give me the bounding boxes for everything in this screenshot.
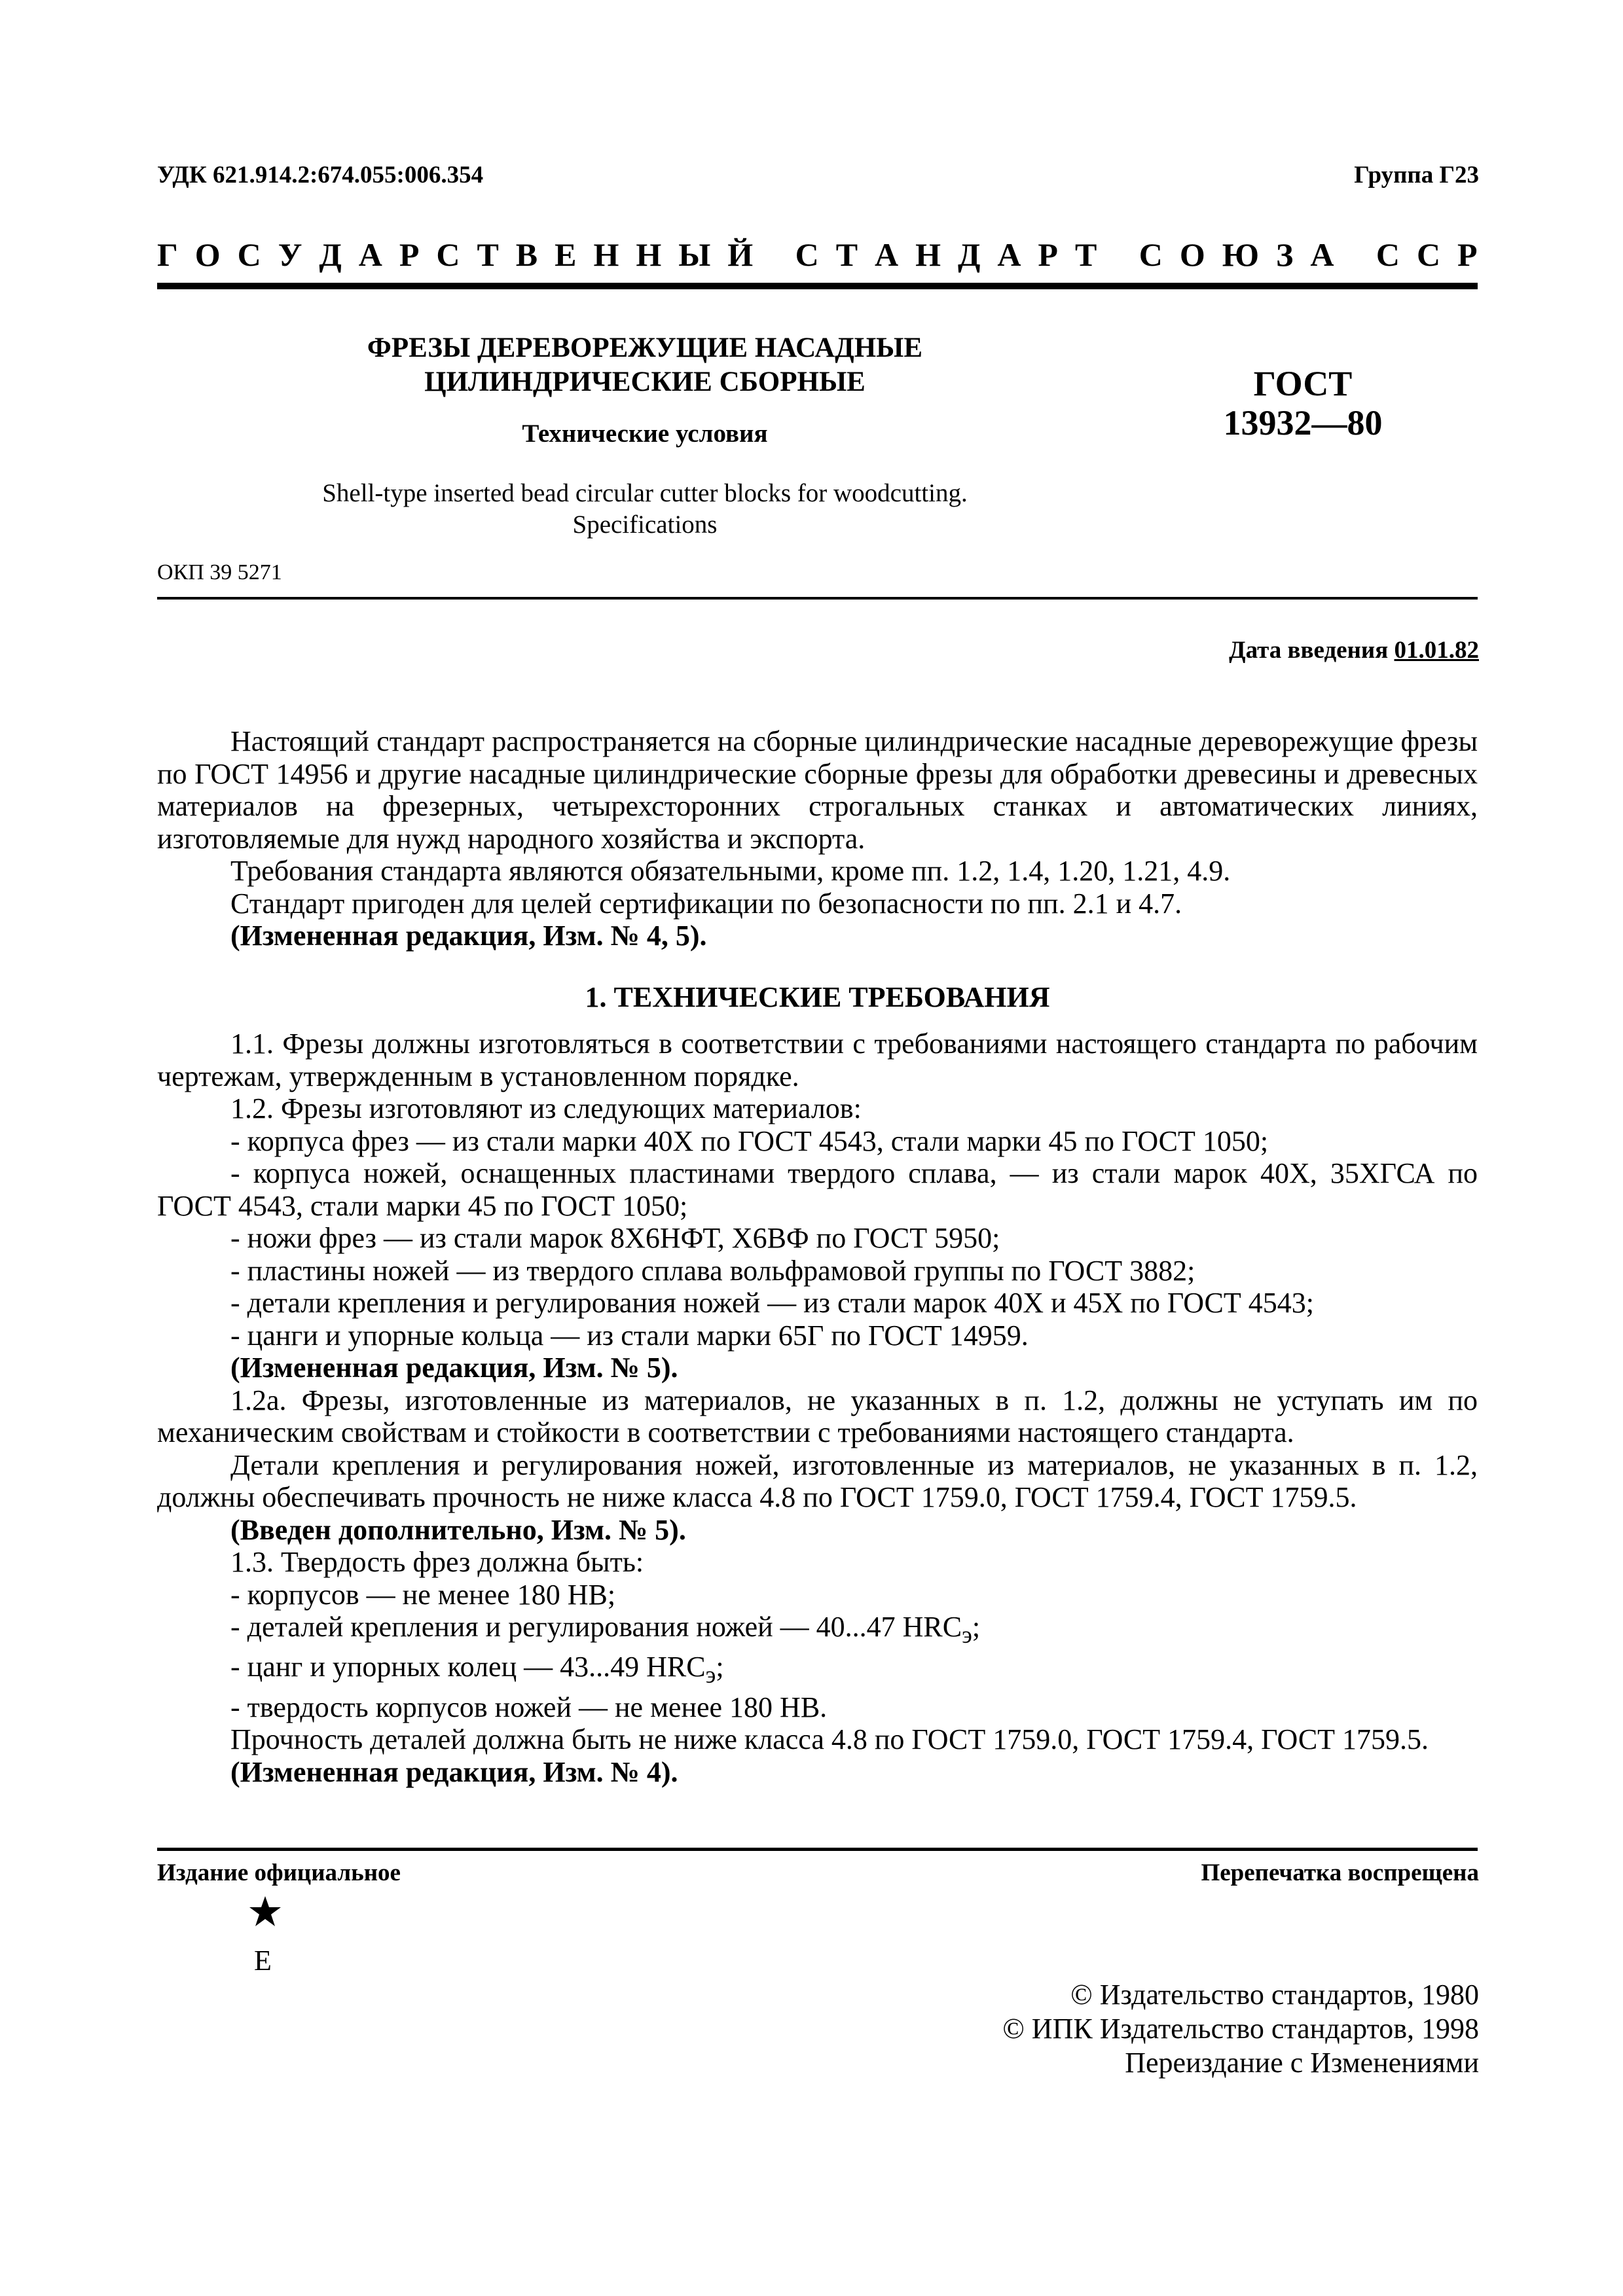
document-subtitle: Технические условия — [522, 420, 768, 448]
heading-letter: С — [1139, 236, 1163, 273]
material-item: - корпуса ножей, оснащенных пластинами твердого сплава, — из стали марок 40Х, 35ХГСА по ГОСТ 4543, стали марки 45 по ГОСТ 1050; — [157, 1157, 1478, 1222]
heading-letter: Д — [319, 236, 342, 273]
material-item: - ножи фрез — из стали марок 8Х6НФТ, Х6ВФ по ГОСТ 5950; — [230, 1222, 1000, 1254]
english-title-line-1: Shell-type inserted bead circular cutter blocks for woodcutting. — [322, 479, 968, 507]
section-heading: 1. ТЕХНИЧЕСКИЕ ТРЕБОВАНИЯ — [585, 980, 1050, 1013]
hardness-end: ; — [972, 1611, 981, 1643]
edition-letter: Е — [254, 1945, 272, 1977]
heading-letter: Г — [157, 236, 178, 273]
hardness-subscript: э — [962, 1621, 972, 1648]
clause-1-2a-continued: Детали крепления и регулирования ножей, изготовленные из материалов, не указанных в п. 1.2, должны обеспечивать прочность не ниже класса 4.8 по ГОСТ 1759.0, ГОСТ 1759.4, ГОСТ 1759.5. — [157, 1448, 1478, 1513]
hardness-item: - твердость корпусов ножей — не менее 180 НВ. — [230, 1691, 828, 1723]
gost-code: 13932—80 — [1223, 403, 1383, 442]
heading-letter: А — [358, 236, 382, 273]
heading-letter: Р — [1457, 236, 1478, 273]
amendment-note: (Введен дополнительно, Изм. № 5). — [230, 1513, 686, 1546]
heading-letter: Е — [555, 236, 577, 273]
hardness-item — [157, 1651, 1478, 1691]
title-rule — [157, 597, 1478, 600]
hardness-subscript: э — [705, 1661, 716, 1689]
material-item: - цанги и упорные кольца — из стали марки 65Г по ГОСТ 14959. — [230, 1319, 1029, 1352]
group-code: Группа Г23 — [1354, 162, 1479, 188]
hardness-item: - корпусов — не менее 180 НВ; — [230, 1578, 616, 1611]
heading-letter: С — [436, 236, 460, 273]
heading-letter: Т — [1074, 236, 1097, 273]
heading-letter: С — [795, 236, 819, 273]
reissue-note: Переиздание с Изменениями — [1125, 2047, 1479, 2079]
heading-letter: О — [194, 236, 221, 273]
heading-letter: У — [278, 236, 302, 273]
heading-letter: А — [1310, 236, 1334, 273]
gost-label: ГОСТ — [1253, 364, 1353, 403]
heading-letter: Н — [593, 236, 619, 273]
copyright-line: © ИПК Издательство стандартов, 1998 — [1002, 2013, 1479, 2045]
state-standard-heading — [157, 236, 1478, 274]
okp-code: ОКП 39 5271 — [157, 560, 282, 584]
effective-date-label: Дата введения — [1229, 637, 1389, 664]
copyright-block — [1002, 1978, 1479, 2080]
gost-number — [1192, 364, 1414, 442]
strength-paragraph: Прочность деталей должна быть не ниже класса 4.8 по ГОСТ 1759.0, ГОСТ 1759.4, ГОСТ 1759.5. — [230, 1723, 1429, 1756]
heading-letter: З — [1275, 236, 1294, 273]
document-title — [275, 331, 1015, 399]
title-line-2: ЦИЛИНДРИЧЕСКИЕ СБОРНЫЕ — [424, 367, 866, 397]
hardness-end: ; — [716, 1651, 724, 1683]
clause-1-3: 1.3. Твердость фрез должна быть: — [230, 1546, 644, 1578]
footer-rule — [157, 1848, 1478, 1851]
document-body — [157, 725, 1478, 1788]
header-rule — [157, 283, 1478, 289]
title-line-1: ФРЕЗЫ ДЕРЕВОРЕЖУЩИЕ НАСАДНЫЕ — [367, 332, 923, 363]
material-item: - детали крепления и регулирования ножей — из стали марок 40Х и 45Х по ГОСТ 4543; — [230, 1287, 1314, 1319]
heading-letter: Н — [915, 236, 941, 273]
heading-letter: А — [997, 236, 1021, 273]
heading-letter: О — [1179, 236, 1205, 273]
material-item: - корпуса фрез — из стали марки 40Х по ГОСТ 4543, стали марки 45 по ГОСТ 1050; — [230, 1124, 1269, 1157]
heading-letter: Ю — [1222, 236, 1259, 273]
reprint-prohibited-label: Перепечатка воспрещена — [1201, 1859, 1479, 1886]
official-edition-label: Издание официальное — [157, 1859, 401, 1886]
material-item: - пластины ножей — из твердого сплава вольфрамовой группы по ГОСТ 3882; — [230, 1254, 1195, 1287]
effective-date-value: 01.01.82 — [1394, 637, 1479, 664]
clause-1-2: 1.2. Фрезы изготовляют из следующих материалов: — [230, 1092, 862, 1124]
heading-letter: В — [515, 236, 538, 273]
heading-letter — [1114, 236, 1122, 274]
amendment-note: (Измененная редакция, Изм. № 5). — [230, 1352, 678, 1384]
udk-code: УДК 621.914.2:674.055:006.354 — [157, 162, 484, 188]
heading-letter: С — [1376, 236, 1400, 273]
heading-letter: С — [237, 236, 261, 273]
heading-letter: Й — [727, 236, 754, 273]
heading-letter: Р — [1038, 236, 1058, 273]
intro-paragraph: Стандарт пригоден для целей сертификации по безопасности по пп. 2.1 и 4.7. — [230, 887, 1182, 920]
english-title — [275, 478, 1015, 541]
amendment-note: (Измененная редакция, Изм. № 4, 5). — [230, 920, 707, 952]
heading-letter — [1351, 236, 1359, 274]
copyright-line: © Издательство стандартов, 1980 — [1070, 1979, 1479, 2011]
clause-1-1: 1.1. Фрезы должны изготовляться в соответствии с требованиями настоящего стандарта по рабочим чертежам, утвержденным в установленном порядке. — [157, 1028, 1478, 1092]
heading-letter: Ы — [678, 236, 711, 273]
english-title-line-2: Specifications — [572, 511, 718, 539]
heading-letter: Т — [835, 236, 858, 273]
heading-letter: А — [875, 236, 899, 273]
hardness-text: - цанг и упорных колец — 43...49 HRC — [230, 1651, 706, 1683]
hardness-item — [157, 1611, 1478, 1651]
heading-letter — [770, 236, 778, 274]
amendment-note: (Измененная редакция, Изм. № 4). — [230, 1755, 678, 1788]
clause-1-2a: 1.2а. Фрезы, изготовленные из материалов, не указанных в п. 1.2, должны не уступать им по механическим свойствам и стойкости в соответствии с требованиями настоящего стандарта. — [157, 1384, 1478, 1448]
heading-letter: Д — [957, 236, 981, 273]
heading-letter: Т — [477, 236, 499, 273]
effective-date — [1229, 636, 1479, 664]
intro-paragraph: Настоящий стандарт распространяется на сборные цилиндрические насадные дереворежущие фрезы по ГОСТ 14956 и другие насадные цилиндрические сборные фрезы для обработки древесины и древесных материалов на фрезерных, четырехсторонних строгальных станках и автоматических линиях, изготовляемые для нужд народного хозяйства и экспорта. — [157, 725, 1478, 855]
heading-letter: Н — [636, 236, 662, 273]
hardness-text: - деталей крепления и регулирования ножей — 40...47 HRC — [230, 1611, 962, 1643]
heading-letter: Р — [399, 236, 420, 273]
star-icon — [249, 1895, 282, 1928]
intro-paragraph: Требования стандарта являются обязательными, кроме пп. 1.2, 1.4, 1.20, 1.21, 4.9. — [230, 855, 1231, 887]
heading-letter: С — [1416, 236, 1441, 273]
